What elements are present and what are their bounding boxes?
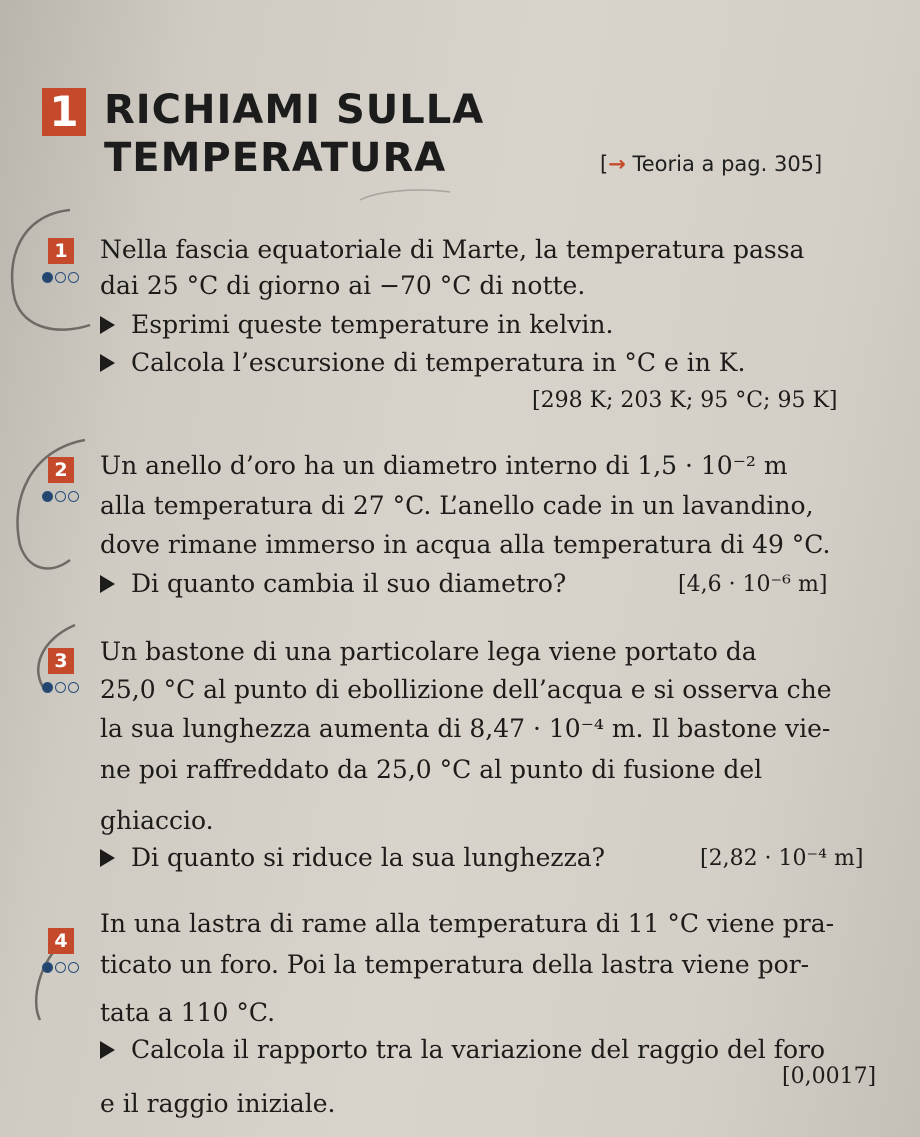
difficulty-dot-empty-icon (55, 272, 66, 283)
theory-reference[interactable] (600, 152, 822, 176)
bullet-text: Esprimi queste temperature in kelvin. (131, 310, 614, 339)
exercise-1-bullet-2 (100, 343, 745, 383)
exercise-3-line-4: ne poi raffreddato da 25,0 °C al punto di fusione del (100, 755, 763, 784)
difficulty-dot-filled-icon (42, 962, 53, 973)
difficulty-dot-filled-icon (42, 682, 53, 693)
bullet-triangle-icon (100, 849, 115, 867)
difficulty-dot-empty-icon (68, 682, 79, 693)
bullet-text: Calcola il rapporto tra la variazione del raggio del foro (131, 1035, 826, 1064)
arrow-right-icon: → (608, 152, 626, 176)
bullet-text: Di quanto cambia il suo diametro? (131, 569, 567, 598)
exercise-2-bullet-1 (100, 564, 566, 604)
exercise-2-number: 2 (48, 457, 74, 483)
bullet-triangle-icon (100, 354, 115, 372)
exercise-2-difficulty (42, 487, 81, 501)
section-title-line1: RICHIAMI SULLA (104, 87, 485, 133)
exercise-2-line-3: dove rimane immerso in acqua alla temperatura di 49 °C. (100, 530, 831, 559)
exercise-2-line-1: Un anello d’oro ha un diametro interno di 1,5 · 10⁻² m (100, 451, 788, 480)
exercise-1-difficulty (42, 268, 81, 282)
exercise-3-answer: [2,82 · 10⁻⁴ m] (700, 846, 864, 871)
exercise-3-line-5: ghiaccio. (100, 806, 214, 835)
difficulty-dot-empty-icon (68, 272, 79, 283)
exercise-4-bullet-1 (100, 1030, 825, 1070)
exercise-4-line-3: tata a 110 °C. (100, 998, 276, 1027)
difficulty-dot-empty-icon (68, 962, 79, 973)
exercise-3-number: 3 (48, 648, 74, 674)
difficulty-dot-empty-icon (55, 962, 66, 973)
theory-reference-text: Teoria a pag. 305] (632, 152, 823, 176)
exercise-3-difficulty (42, 678, 81, 692)
difficulty-dot-empty-icon (55, 682, 66, 693)
exercise-3-line-1: Un bastone di una particolare lega viene portato da (100, 637, 757, 666)
exercise-4-bullet-1-continued: e il raggio iniziale. (100, 1089, 336, 1118)
exercise-3-line-2: 25,0 °C al punto di ebollizione dell’acqua e si osserva che (100, 675, 832, 704)
theory-bracket: [ (600, 152, 609, 176)
bullet-text: Di quanto si riduce la sua lunghezza? (131, 843, 606, 872)
exercise-1-answer: [298 K; 203 K; 95 °C; 95 K] (532, 388, 838, 413)
exercise-3-line-3: la sua lunghezza aumenta di 8,47 · 10⁻⁴ m. Il bastone vie- (100, 714, 831, 743)
exercise-1-bullet-1 (100, 305, 613, 345)
difficulty-dot-empty-icon (55, 491, 66, 502)
exercise-4-difficulty (42, 958, 81, 972)
difficulty-dot-empty-icon (68, 491, 79, 502)
exercise-3-bullet-1 (100, 838, 605, 878)
section-number: 1 (42, 88, 86, 136)
exercise-1-number: 1 (48, 238, 74, 264)
difficulty-dot-filled-icon (42, 491, 53, 502)
section-title-line2: TEMPERATURA (104, 135, 447, 181)
exercise-4-number: 4 (48, 928, 74, 954)
exercise-4-answer: [0,0017] (782, 1064, 877, 1089)
exercise-2-answer: [4,6 · 10⁻⁶ m] (678, 572, 828, 597)
bullet-triangle-icon (100, 1041, 115, 1059)
bullet-triangle-icon (100, 316, 115, 334)
difficulty-dot-filled-icon (42, 272, 53, 283)
exercise-4-line-1: In una lastra di rame alla temperatura di 11 °C viene pra- (100, 909, 835, 938)
exercise-1-line-2: dai 25 °C di giorno ai −70 °C di notte. (100, 271, 586, 300)
exercise-4-line-2: ticato un foro. Poi la temperatura della lastra viene por- (100, 950, 810, 979)
exercise-1-line-1: Nella fascia equatoriale di Marte, la temperatura passa (100, 235, 805, 264)
bullet-text: Calcola l’escursione di temperatura in °C e in K. (131, 348, 746, 377)
exercise-2-line-2: alla temperatura di 27 °C. L’anello cade in un lavandino, (100, 491, 814, 520)
bullet-triangle-icon (100, 575, 115, 593)
